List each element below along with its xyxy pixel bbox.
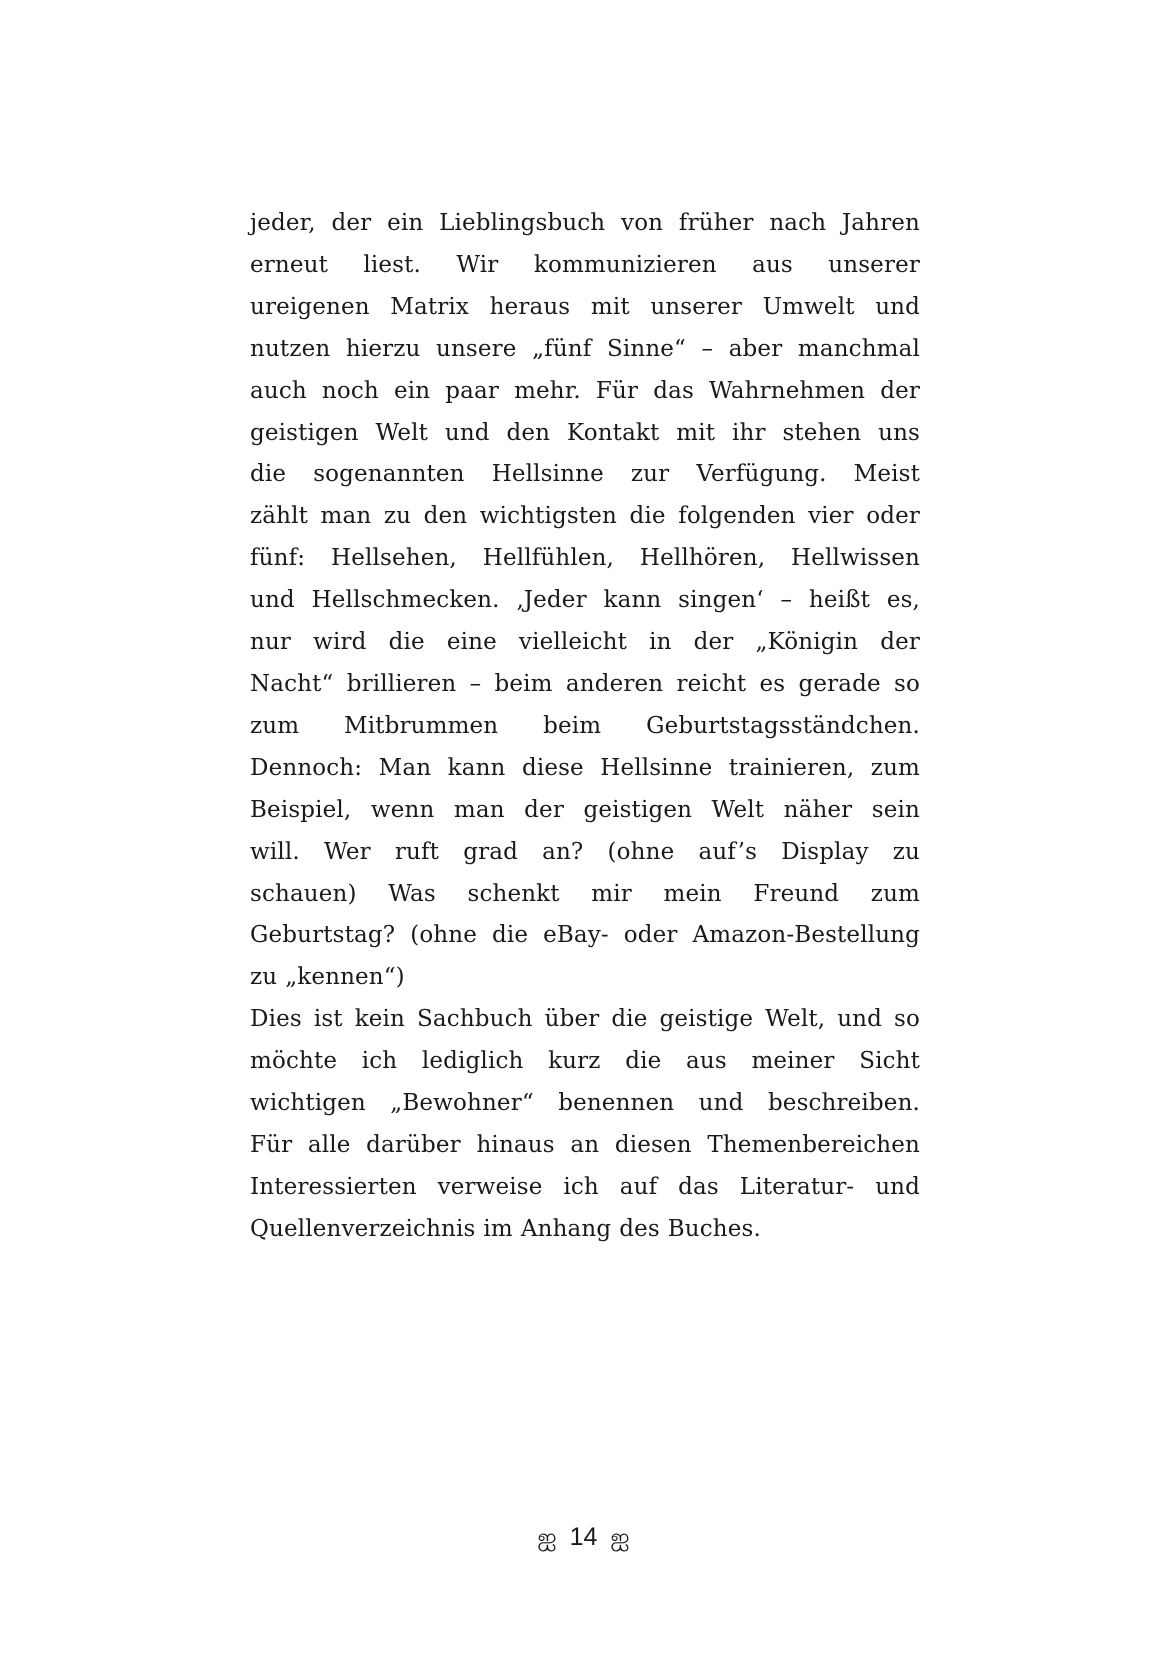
text-line: Dies ist kein Sachbuch über die geistige Welt, und so — [250, 1006, 920, 1033]
text-line: zu „kennen“) — [250, 964, 405, 991]
text-line: Nacht“ brillieren – beim anderen reicht es gerade so — [250, 670, 920, 697]
text-line: fünf: Hellsehen, Hellfühlen, Hellhören, Hellwissen — [250, 545, 920, 572]
text-line: erneut liest. Wir kommunizieren aus unserer — [250, 251, 920, 278]
text-line: ureigenen Matrix heraus mit unserer Umwelt und — [250, 293, 920, 320]
text-line: möchte ich lediglich kurz die aus meiner Sicht — [250, 1048, 920, 1075]
text-line: zum Mitbrummen beim Geburtstagsständchen. — [250, 712, 920, 739]
text-line: Dennoch: Man kann diese Hellsinne trainieren, zum — [250, 754, 920, 781]
ornament-right-icon: ஐ — [610, 1523, 630, 1551]
text-line: schauen) Was schenkt mir mein Freund zum — [250, 880, 920, 907]
text-line: Für alle darüber hinaus an diesen Themenbereichen — [250, 1131, 920, 1158]
text-line: Geburtstag? (ohne die eBay- oder Amazon-Bestellung — [250, 922, 920, 949]
paragraph-2 — [250, 999, 920, 1250]
text-line: Quellenverzeichnis im Anhang des Buches. — [250, 1215, 761, 1242]
text-line: die sogenannten Hellsinne zur Verfügung. Meist — [250, 461, 920, 488]
text-line: Interessierten verweise ich auf das Literatur- und — [250, 1173, 920, 1200]
text-line: nutzen hierzu unsere „fünf Sinne“ – aber manchmal — [250, 335, 920, 362]
text-line: zählt man zu den wichtigsten die folgenden vier oder — [250, 503, 920, 530]
ornament-left-icon: ஐ — [537, 1523, 557, 1551]
text-line: Beispiel, wenn man der geistigen Welt näher sein — [250, 796, 920, 823]
text-line: wichtigen „Bewohner“ benennen und beschreiben. — [250, 1090, 920, 1117]
paragraph-1 — [250, 203, 920, 999]
text-line: will. Wer ruft grad an? (ohne auf’s Display zu — [250, 838, 920, 865]
text-line: nur wird die eine vielleicht in der „Königin der — [250, 629, 920, 656]
body-text — [250, 203, 920, 1251]
text-line: und Hellschmecken. ‚Jeder kann singen‘ – heißt es, — [250, 587, 920, 614]
text-line: auch noch ein paar mehr. Für das Wahrnehmen der — [250, 377, 920, 404]
page-footer — [0, 1521, 1167, 1553]
text-line: jeder, der ein Lieblingsbuch von früher nach Jahren — [250, 210, 920, 236]
page-number: 14 — [569, 1523, 598, 1551]
text-line: geistigen Welt und den Kontakt mit ihr stehen uns — [250, 419, 920, 446]
